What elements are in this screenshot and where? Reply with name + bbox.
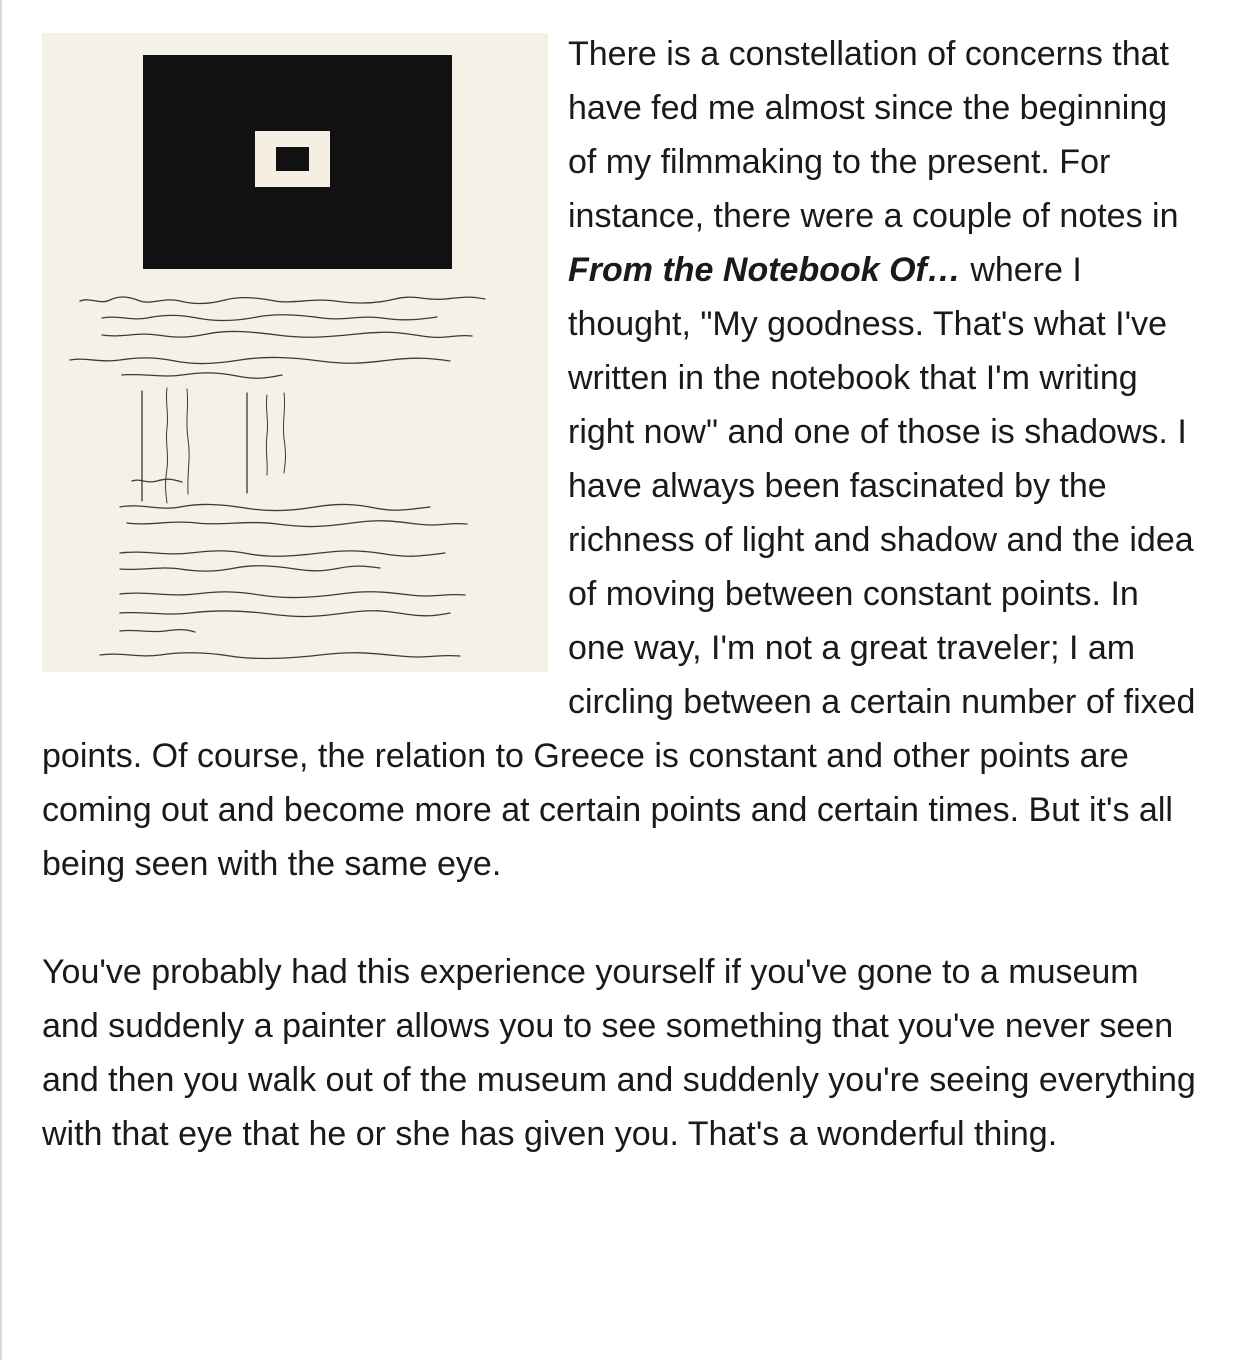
article-body: [42, 33, 1202, 1161]
notebook-page-image: [42, 33, 548, 672]
notebook-title: From the Notebook Of…: [568, 251, 961, 289]
paragraph-1-text-a: There is a constellation of concerns that have fed me almost since the beginning of my filmmaking to the present. For instance, there were a couple of notes in: [568, 35, 1179, 235]
paragraph-1-text-b: where I thought, "My goodness. That's what I've written in the notebook that I'm writing right now" and one of those is shadows. I have always been fascinated by the richness of light and shadow and the idea of moving between constant points. In one way, I'm not a great traveler; I am circling between a certain number of fixed points. Of course, the relation to Greece is constant and other points are coming out and become more at certain points and certain times. But it's all being seen with the same eye.: [42, 251, 1196, 883]
left-border: [0, 0, 2, 1360]
paragraph-2: You've probably had this experience yourself if you've gone to a museum and suddenly a painter allows you to see something that you've never seen and then you walk out of the museum and suddenly you're seeing everything with that eye that he or she has given you. That's a wonderful thing.: [42, 953, 1196, 1153]
notebook-sketch: [42, 33, 548, 672]
inner-black-square: [276, 147, 309, 171]
